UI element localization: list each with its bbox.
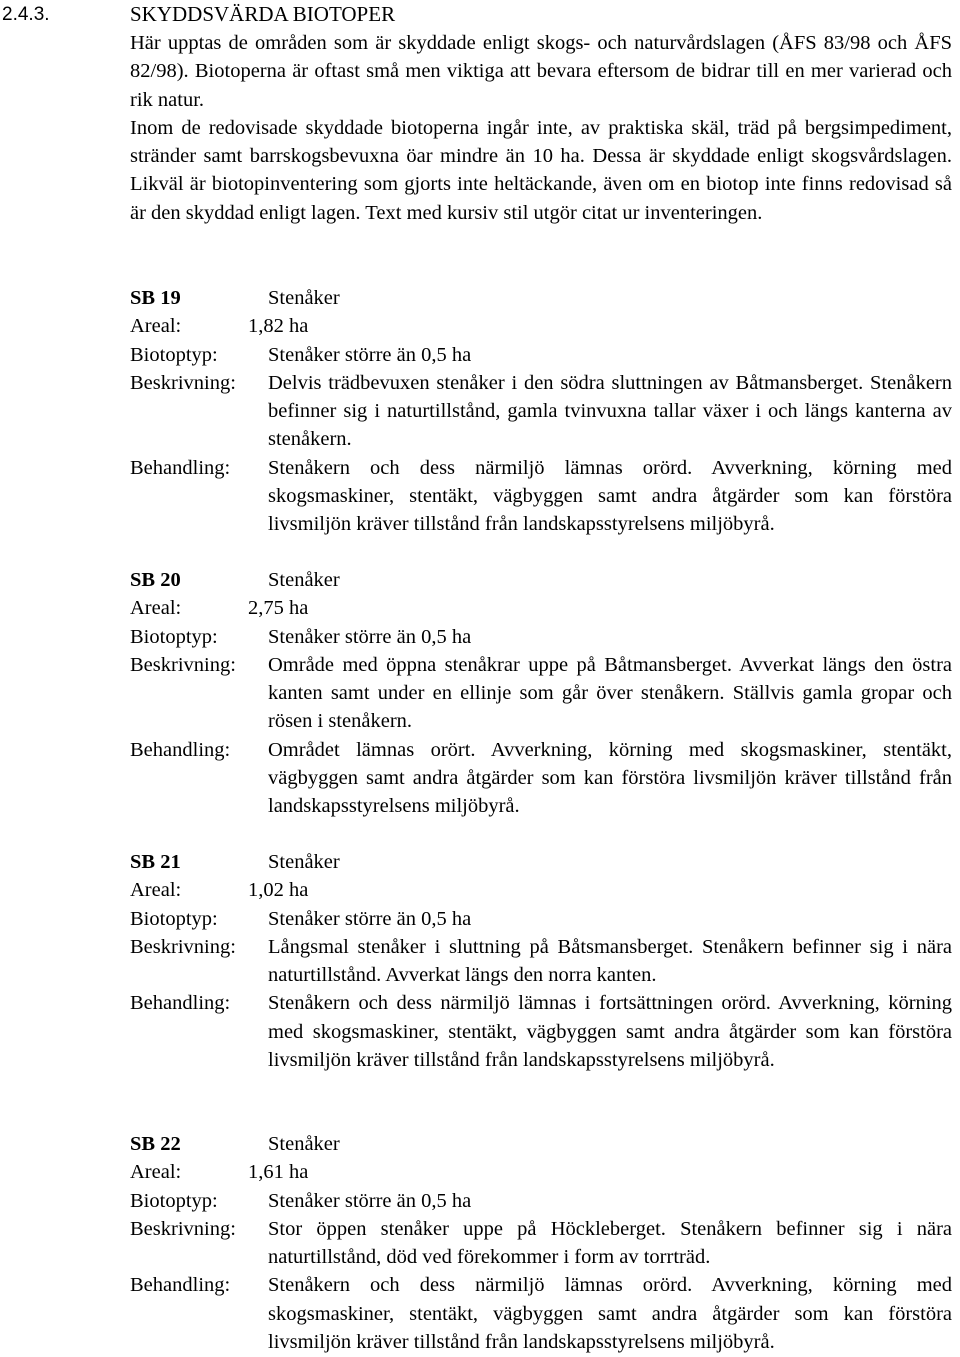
biotoptyp-row	[130, 341, 960, 369]
biotoptyp-value: Stenåker större än 0,5 ha	[268, 1189, 472, 1212]
areal-label: Areal:	[130, 597, 182, 620]
beskrivning-value: Område med öppna stenåkrar uppe på Båtmansberget. Avverkat längs den östra kanten samt under en ellinje som går över stenåkern. Ställvis gamla gropar och rösen i stenåkern.	[268, 653, 952, 733]
beskrivning-row	[130, 369, 960, 454]
entry-code: SB 19	[130, 287, 181, 309]
biotoptyp-label: Biotoptyp:	[130, 343, 218, 366]
beskrivning-row	[130, 933, 960, 990]
biotope-entry-sb22	[130, 1130, 960, 1356]
section-title: SKYDDSVÄRDA BIOTOPER	[130, 2, 396, 26]
beskrivning-value: Stor öppen stenåker uppe på Höckleberget. Stenåkern befinner sig i nära naturtillstånd, död ved förekommer i form av torrträd.	[268, 1217, 952, 1269]
areal-value: 1,82 ha	[248, 315, 309, 338]
entry-header	[130, 1130, 960, 1158]
areal-label: Areal:	[130, 879, 182, 902]
biotoptyp-label: Biotoptyp:	[130, 907, 218, 930]
entry-header	[130, 566, 960, 594]
beskrivning-label: Beskrivning:	[130, 935, 236, 958]
biotoptyp-label: Biotoptyp:	[130, 1189, 218, 1212]
behandling-label: Behandling:	[130, 1274, 231, 1297]
intro-paragraph: Här upptas de områden som är skyddade enligt skogs- och naturvårdslagen (ÅFS 83/98 och ÅFS 82/98). Biotoperna är oftast små men viktiga att bevara eftersom de bidrar till en mer varierad och rik natur.	[130, 32, 952, 111]
biotoptyp-row	[130, 623, 960, 651]
beskrivning-value: Delvis trädbevuxen stenåker i den södra sluttningen av Båtmansberget. Stenåkern befinner sig i naturtillstånd, gamla tvinvuxna tallar växer i och längs kanterna av stenåkern.	[268, 371, 952, 451]
biotoptyp-value: Stenåker större än 0,5 ha	[268, 907, 472, 930]
behandling-value: Stenåkern och dess närmiljö lämnas i fortsättningen orörd. Avverkning, körning med skogsmaskiner, stentäkt, vägbyggen samt andra åtgärder som kan förstöra livsmiljön kräver tillstånd från landskapsstyrelsens miljöbyrå.	[268, 992, 952, 1072]
behandling-label: Behandling:	[130, 738, 231, 761]
entry-code: SB 20	[130, 569, 181, 591]
areal-row	[130, 312, 960, 340]
areal-row	[130, 876, 960, 904]
areal-value: 1,61 ha	[248, 1161, 309, 1184]
beskrivning-label: Beskrivning:	[130, 371, 236, 394]
behandling-label: Behandling:	[130, 456, 231, 479]
intro-text	[130, 29, 952, 227]
entry-name: Stenåker	[268, 1133, 340, 1155]
beskrivning-label: Beskrivning:	[130, 653, 236, 676]
areal-value: 2,75 ha	[248, 597, 309, 620]
biotoptyp-label: Biotoptyp:	[130, 625, 218, 648]
areal-row	[130, 1158, 960, 1186]
beskrivning-value: Långsmal stenåker i sluttning på Båtsmansberget. Stenåkern befinner sig i nära naturtillstånd. Avverkat längs den norra kanten.	[268, 935, 952, 987]
beskrivning-row	[130, 1215, 960, 1272]
entry-name: Stenåker	[268, 569, 340, 591]
intro-paragraph: Inom de redovisade skyddade biotoperna ingår inte, av praktiska skäl, träd på bergsimpediment, stränder samt barrskogsbevuxna öar mindre än 10 ha. Dessa är skyddade enligt skogsvårdslagen. Likväl är biotopinventering som gjorts inte heltäckande, även om en biotop inte finns redovisad så är den skyddad enligt lagen. Text med kursiv stil utgör citat ur inventeringen.	[130, 116, 952, 224]
entry-code: SB 22	[130, 1133, 181, 1155]
beskrivning-row	[130, 651, 960, 736]
behandling-row	[130, 454, 960, 539]
biotoptyp-value: Stenåker större än 0,5 ha	[268, 343, 472, 366]
section-heading	[0, 0, 960, 29]
areal-label: Areal:	[130, 1161, 182, 1184]
biotoptyp-row	[130, 1187, 960, 1215]
entry-name: Stenåker	[268, 851, 340, 873]
behandling-label: Behandling:	[130, 992, 231, 1015]
behandling-value: Området lämnas orört. Avverkning, körning med skogsmaskiner, stentäkt, vägbyggen samt andra åtgärder som kan förstöra livsmiljön kräver tillstånd från landskapsstyrelsens miljöbyrå.	[268, 738, 952, 818]
entry-header	[130, 284, 960, 312]
biotoptyp-value: Stenåker större än 0,5 ha	[268, 625, 472, 648]
entry-name: Stenåker	[268, 287, 340, 309]
behandling-row	[130, 736, 960, 821]
biotope-entry-sb19	[130, 284, 960, 539]
biotoptyp-row	[130, 905, 960, 933]
beskrivning-label: Beskrivning:	[130, 1217, 236, 1240]
areal-value: 1,02 ha	[248, 879, 309, 902]
biotope-entry-sb20	[130, 566, 960, 821]
behandling-row	[130, 1271, 960, 1356]
areal-label: Areal:	[130, 315, 182, 338]
areal-row	[130, 594, 960, 622]
behandling-row	[130, 989, 960, 1074]
section-number: 2.4.3.	[2, 4, 50, 25]
biotope-entry-sb21	[130, 848, 960, 1074]
entry-header	[130, 848, 960, 876]
behandling-value: Stenåkern och dess närmiljö lämnas orörd. Avverkning, körning med skogsmaskiner, stentäkt, vägbyggen samt andra åtgärder som kan förstöra livsmiljön kräver tillstånd från landskapsstyrelsens miljöbyrå.	[268, 1274, 952, 1354]
entry-code: SB 21	[130, 851, 181, 873]
behandling-value: Stenåkern och dess närmiljö lämnas orörd. Avverkning, körning med skogsmaskiner, stentäkt, vägbyggen samt andra åtgärder som kan förstöra livsmiljön kräver tillstånd från landskapsstyrelsens miljöbyrå.	[268, 456, 952, 536]
